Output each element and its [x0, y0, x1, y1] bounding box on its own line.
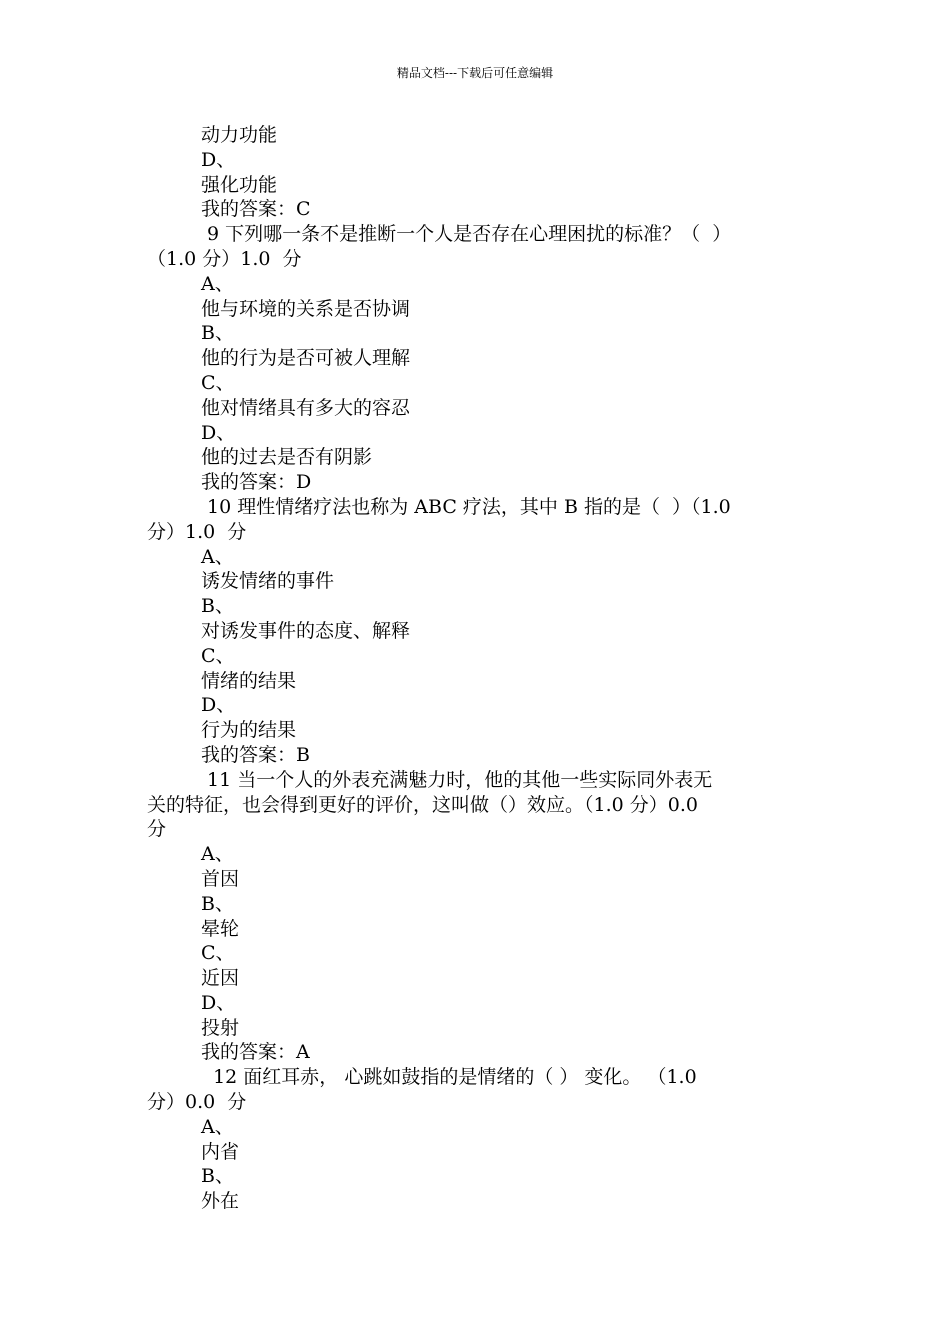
text-line: A、	[201, 545, 234, 568]
text-line: 关的特征，也会得到更好的评价，这叫做（）效应。（1.0 分）0.0	[147, 793, 698, 816]
text-line: D、	[201, 694, 236, 717]
text-line: 我的答案：C	[201, 198, 311, 221]
text-line: 分	[147, 818, 167, 841]
page-header: 精品文档---下载后可任意编辑	[396, 66, 554, 80]
text-line: 我的答案：A	[201, 1041, 310, 1064]
document-body	[147, 123, 812, 1214]
text-line: D、	[201, 991, 236, 1014]
text-line: 内省	[201, 1140, 240, 1163]
text-line: C、	[201, 644, 235, 667]
text-line: 分）1.0 分	[147, 520, 247, 543]
text-line: 分）0.0 分	[147, 1091, 247, 1114]
text-line: 对诱发事件的态度、解释	[201, 619, 411, 642]
text-line: B、	[201, 1165, 234, 1188]
text-line: 他的过去是否有阴影	[201, 446, 373, 469]
text-line: 他的行为是否可被人理解	[201, 347, 411, 370]
text-line: 动力功能	[201, 124, 278, 146]
text-line: A、	[201, 1115, 234, 1138]
text-line: 近因	[201, 967, 240, 990]
text-line: B、	[201, 892, 234, 915]
text-line: D、	[201, 148, 236, 171]
text-line: 他与环境的关系是否协调	[201, 297, 411, 320]
text-line: 投射	[201, 1016, 240, 1039]
text-line: 行为的结果	[201, 719, 297, 742]
text-line: 强化功能	[201, 173, 278, 196]
text-line: 9 下列哪一条不是推断一个人是否存在心理困扰的标准？（ ）	[201, 223, 732, 246]
text-line: 情绪的结果	[201, 669, 297, 692]
text-line: 首因	[201, 867, 240, 890]
text-line: B、	[201, 322, 234, 345]
text-line: A、	[201, 843, 234, 866]
text-line: C、	[201, 942, 235, 965]
text-line: 10 理性情绪疗法也称为 ABC 疗法，其中 B 指的是（ ）（1.0	[201, 495, 731, 518]
text-line: 我的答案：D	[201, 471, 312, 494]
text-line: （1.0 分）1.0 分	[147, 247, 302, 270]
text-line: 12 面红耳赤， 心跳如鼓指的是情绪的（ ） 变化。 （1.0	[201, 1066, 697, 1089]
text-line: B、	[201, 595, 234, 618]
text-line: 我的答案：B	[201, 743, 310, 766]
text-line: D、	[201, 421, 236, 444]
text-line: 他对情绪具有多大的容忍	[201, 396, 411, 419]
text-line: 晕轮	[201, 917, 240, 940]
text-line: C、	[201, 371, 235, 394]
text-line: 诱发情绪的事件	[201, 570, 335, 593]
text-line: 11 当一个人的外表充满魅力时，他的其他一些实际同外表无	[201, 768, 713, 791]
text-line: A、	[201, 272, 234, 295]
text-line: 外在	[201, 1190, 240, 1213]
